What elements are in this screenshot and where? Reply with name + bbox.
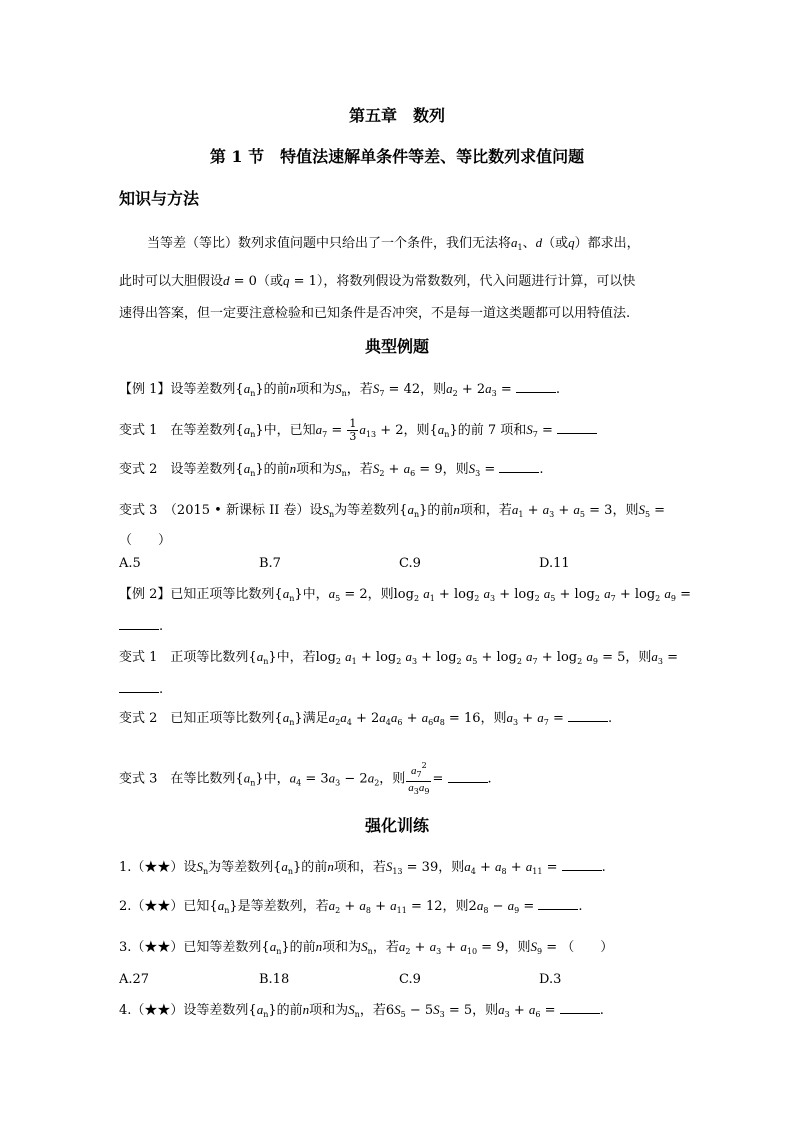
knowledge-para-3: 速得出答案，但一定要注意检验和已知条件是否冲突，不是每一道这类题都可以用特值法. [119,306,631,321]
training-1: 1.（★★）设$S_n$为等差数列$\{a_n\}$的前n项和，若$S_{13} = 39$，则$a_4 + a_8 + a_{11}$ = . [119,859,606,876]
example-2: 【例 2】已知正项等比数列$\{a_n\}$中，$a_5 = 2$，则$\log_2 a_1 + \log_2 a_3 + \log_2 a_5 + \log_2 a_7 + \log_2 a_9$ = [119,586,692,603]
training-4: 4.（★★）设等差数列$\{a_n\}$的前n项和为$S_n$，若$6S_5 - 5S_3 = 5$，则$a_3 + a_6$ = . [119,1002,604,1019]
variant-3-options: A.5 B.7 C.9 D.11 [119,556,570,571]
knowledge-para-1: 当等差（等比）数列求值问题中只给出了一个条件，我们无法将$a_1$、d（或q）都求出， [147,235,640,252]
variant-3-paren: （ ） [119,533,172,548]
variant-2: 变式 2 设等差数列$\{a_n\}$的前n项和为$S_n$，若$S_2 + a_6 = 9$，则$S_3$ = . [119,461,544,478]
variant-1: 变式 1 在等差数列$\{a_n\}$中，已知$a_7$ = $\frac{1}{3}$ $a_{13} + 2$，则$\{a_n\}$的前 7 项和$S_7$ = [119,418,597,444]
section-title: 第 1 节 特值法速解单条件等差、等比数列求值问题 [209,147,585,166]
variant-2-3: 变式 3 在等比数列$\{a_n\}$中，$a_4 = 3a_3 - 2a_2$，则 $\frac{a_7^2}{a_3a_9}$ = . [119,761,492,796]
training-2: 2.（★★）已知$\{a_n\}$是等差数列，若$a_2 + a_8 + a_{11} = 12$，则$2a_8 - a_9$ = . [119,898,583,915]
training-3-options: A.27 B.18 C.9 D.3 [119,972,562,987]
knowledge-para-2: 此时可以大胆假设d = 0（或q = 1），将数列假设为常数数列，代入问题进行计算，可以快 [119,273,636,289]
training-3: 3.（★★）已知等差数列$\{a_n\}$的前n项和为$S_n$，若$a_2 + a_3 + a_{10} = 9$，则$S_9$ = （ ） [119,939,614,956]
variant-2-1: 变式 1 正项等比数列$\{a_n\}$中，若$\log_2 a_1 + \log_2 a_3 + \log_2 a_5 + \log_2 a_7 + \log_2 a_9 = 5$，则$a_3$ = [119,649,678,666]
variant-2-2: 变式 2 已知正项等比数列$\{a_n\}$满足$a_2a_4 + 2a_4a_6 + a_6a_8 = 16$，则$a_3 + a_7$ = . [119,710,613,727]
variant-3: 变式 3 （2015 • 新课标 II 卷）设$S_n$为等差数列$\{a_n\}$的前n项和，若$a_1 + a_3 + a_5 = 3$，则$S_5$ = [119,502,666,519]
knowledge-heading: 知识与方法 [119,189,200,208]
example-1: 【例 1】设等差数列$\{a_n\}$的前n项和为$S_n$，若$S_7 = 42$，则$a_2 + 2a_3$ = . [119,381,561,398]
training-heading: 强化训练 [364,816,429,835]
example-2-blank: . [119,617,163,636]
chapter-title: 第五章 数列 [348,106,445,125]
variant-2-1-blank: . [119,680,163,699]
examples-heading: 典型例题 [364,337,429,356]
